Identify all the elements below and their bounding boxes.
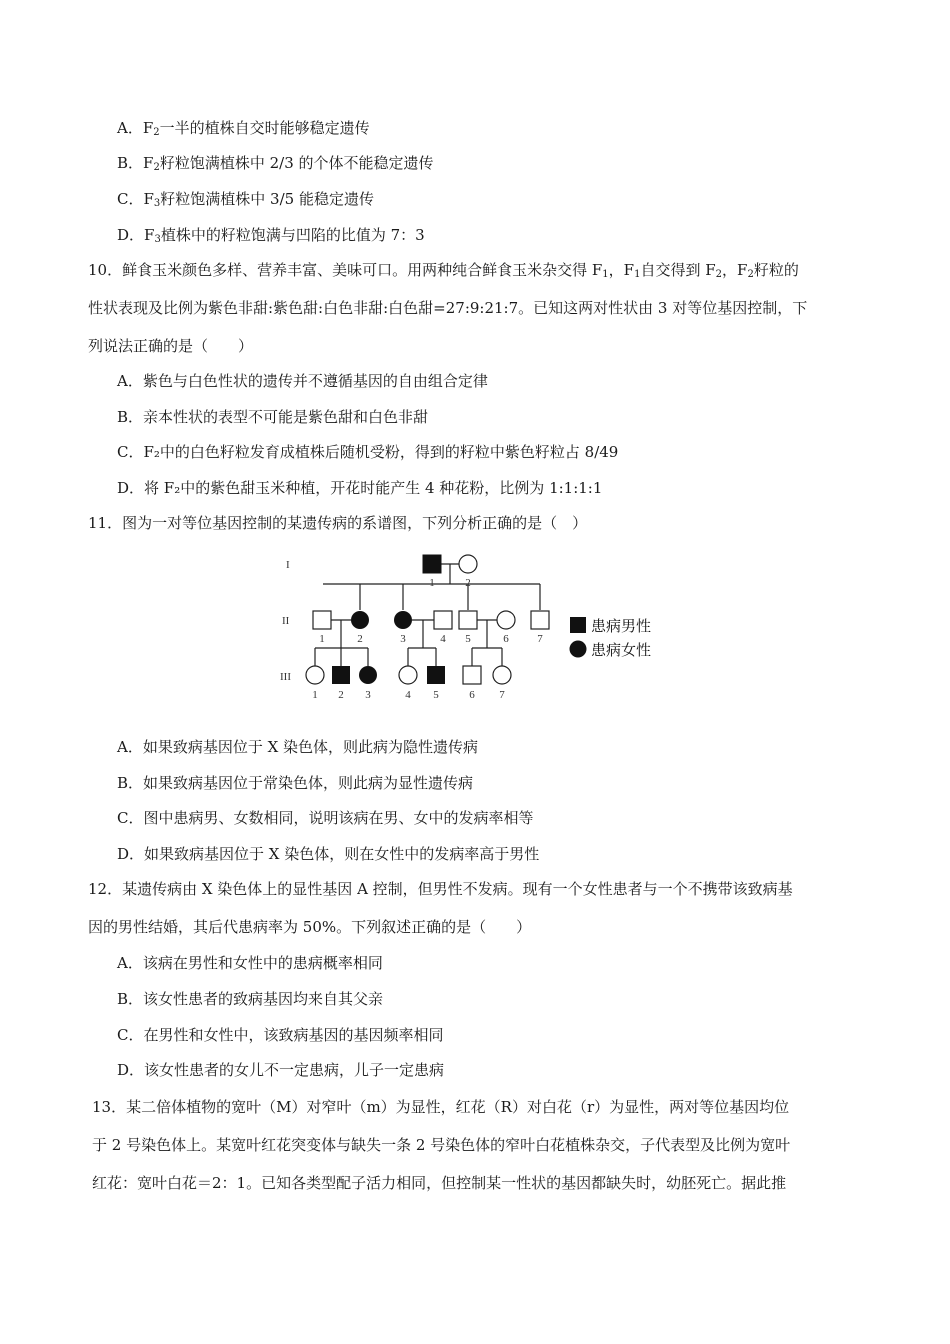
gen2-affected-female-2 [351,611,369,629]
q10-stem-line2: 性状表现及比例为紫色非甜:紫色甜:白色非甜:白色甜=27:9:21:7。已知这两对性状由 3 对等位基因控制，下 [88,299,808,317]
gen2-num-4: 4 [440,633,446,645]
q10-option-a: A．紫色与白色性状的遗传并不遵循基因的自由组合定律 [117,372,488,390]
gen2-normal-male-4 [434,611,452,629]
gen3-normal-male-6 [463,666,481,684]
gen3-num-6: 6 [469,689,475,701]
gen2-normal-male-5 [459,611,477,629]
gen2-num-7: 7 [537,633,543,645]
q13-stem-line3: 红花：宽叶白花＝2：1。已知各类型配子活力相同，但控制某一性状的基因都缺失时，幼胚死亡。据此推 [92,1174,787,1192]
gen3-affected-female-3 [359,666,377,684]
gen3-affected-male-2 [332,666,350,684]
gen3-normal-female-1 [306,666,324,684]
gen3-num-4: 4 [405,689,411,701]
gen2-affected-female-3 [394,611,412,629]
q12-stem-line2: 因的男性结婚，其后代患病率为 50%。下列叙述正确的是（ ） [88,918,532,936]
q9-option-b: B．$F_2$籽粒饱满植株中 2/3 的个体不能稳定遗传 [117,154,434,173]
gen2-num-3: 3 [400,633,406,645]
gen2-num-1: 1 [319,633,325,645]
gen1-normal-female [459,555,477,573]
q10-option-c: C．F₂中的白色籽粒发育成植株后随机受粉，得到的籽粒中紫色籽粒占 8/49 [117,443,619,461]
q11-option-d: D．如果致病基因位于 X 染色体，则在女性中的发病率高于男性 [117,845,540,863]
gen1-num-1: 1 [429,577,435,589]
q13-stem-line1: 13．某二倍体植物的宽叶（M）对窄叶（m）为显性，红花（R）对白花（r）为显性，两对等位基因均位 [92,1098,790,1116]
q9-option-c: C．$F_3$籽粒饱满植株中 3/5 能稳定遗传 [117,190,374,209]
legend-affected-male-icon [570,617,586,633]
pedigree-chart [278,548,678,708]
gen2-num-5: 5 [465,633,471,645]
q12-option-d: D．该女性患者的女儿不一定患病，儿子一定患病 [117,1061,445,1079]
gen2-normal-male-7 [531,611,549,629]
q11-stem: 11．图为一对等位基因控制的某遗传病的系谱图，下列分析正确的是（ ） [88,514,588,532]
gen1-num-2: 2 [465,577,471,589]
q10-stem-line1: 10．鲜食玉米颜色多样、营养丰富、美味可口。用两种纯合鲜食玉米杂交得 $F_1$，$F_1$自交得到 $F_2$，$F_2$籽粒的 [88,261,799,280]
q10-option-b: B．亲本性状的表型不可能是紫色甜和白色非甜 [117,408,429,426]
gen-label-iii: III [280,671,291,683]
gen3-normal-female-7 [493,666,511,684]
gen3-normal-female-4 [399,666,417,684]
q12-option-a: A．该病在男性和女性中的患病概率相同 [117,954,383,972]
gen3-num-3: 3 [365,689,371,701]
gen1-affected-male [423,555,441,573]
legend-affected-male-label: 患病男性 [591,617,652,635]
q12-stem-line1: 12．某遗传病由 X 染色体上的显性基因 A 控制，但男性不发病。现有一个女性患者与一个不携带该致病基 [88,880,793,898]
q10-stem-line3: 列说法正确的是（ ） [88,337,254,355]
gen2-num-2: 2 [357,633,363,645]
legend-affected-female-icon [570,641,587,658]
q11-option-b: B．如果致病基因位于常染色体，则此病为显性遗传病 [117,774,474,792]
q9-option-d: D．$F_3$植株中的籽粒饱满与凹陷的比值为 7：3 [117,226,425,245]
q10-option-d: D．将 F₂中的紫色甜玉米种植，开花时能产生 4 种花粉，比例为 1:1:1:1 [117,479,603,497]
q11-option-a: A．如果致病基因位于 X 染色体，则此病为隐性遗传病 [117,738,479,756]
gen3-num-7: 7 [499,689,505,701]
gen3-affected-male-5 [427,666,445,684]
q9-option-a: A．$F_2$一半的植株自交时能够稳定遗传 [117,119,370,138]
q12-option-c: C．在男性和女性中，该致病基因的基因频率相同 [117,1026,444,1044]
gen-label-ii: II [282,615,290,627]
gen2-normal-male-1 [313,611,331,629]
gen3-num-1: 1 [312,689,318,701]
gen2-normal-female-6 [497,611,515,629]
q11-option-c: C．图中患病男、女数相同，说明该病在男、女中的发病率相等 [117,809,534,827]
gen3-num-2: 2 [338,689,344,701]
q12-option-b: B．该女性患者的致病基因均来自其父亲 [117,990,384,1008]
legend-affected-female-label: 患病女性 [591,641,652,659]
gen-label-i: I [286,559,290,571]
q13-stem-line2: 于 2 号染色体上。某宽叶红花突变体与缺失一条 2 号染色体的窄叶白花植株杂交，子代表型及比例为宽叶 [92,1136,791,1154]
gen3-num-5: 5 [433,689,439,701]
gen2-num-6: 6 [503,633,509,645]
